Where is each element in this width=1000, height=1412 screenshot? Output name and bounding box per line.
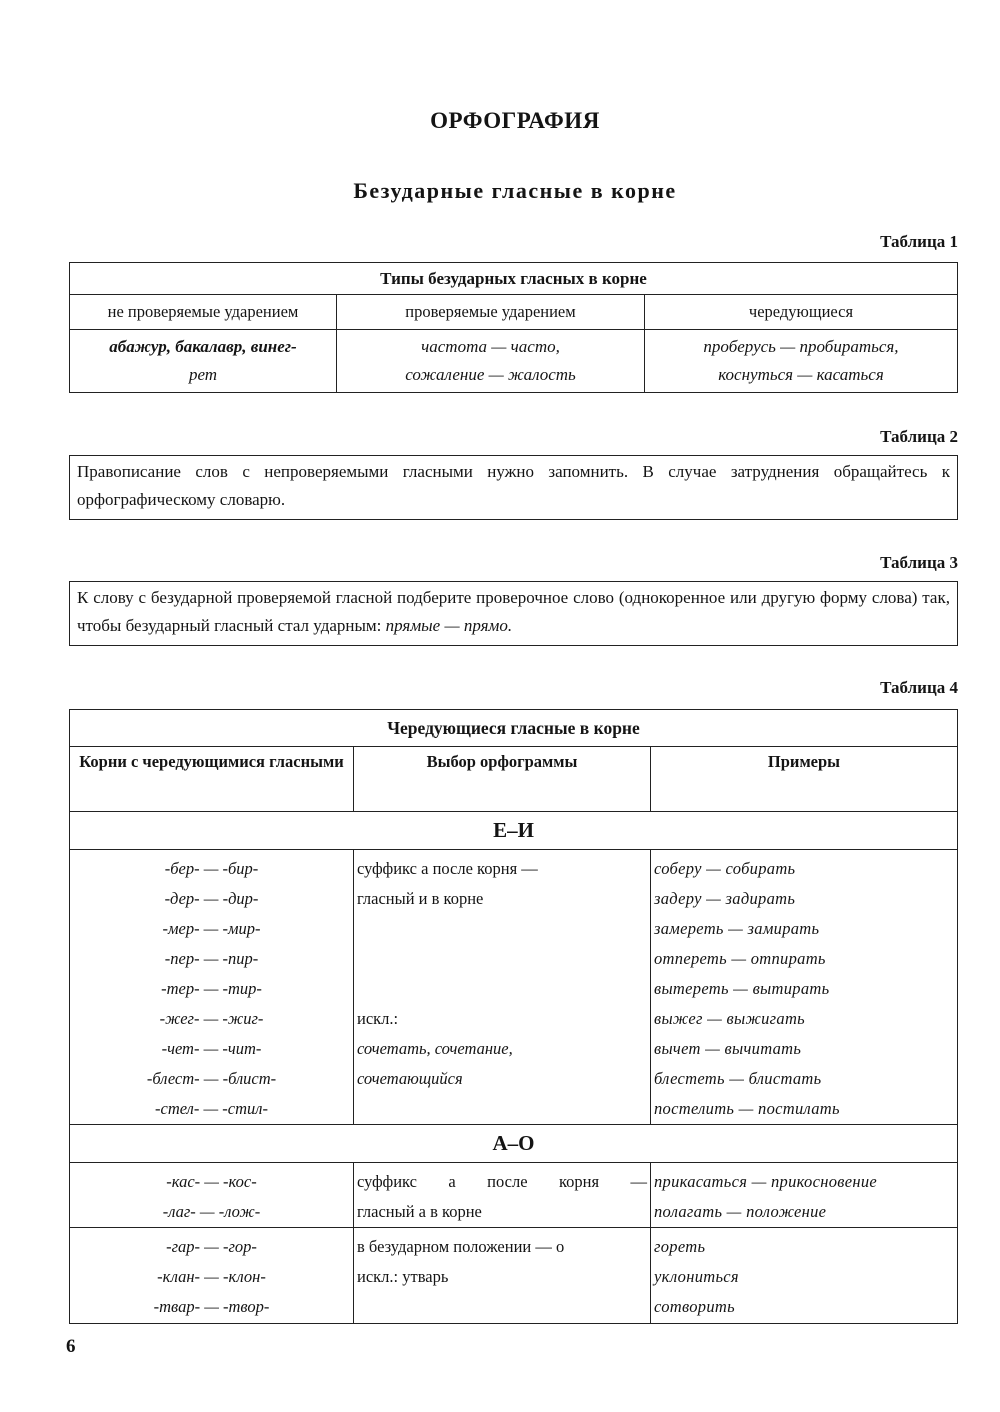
table4-col-examples: Примеры (651, 747, 958, 812)
table1-col-checked: проверяемые ударением (337, 295, 645, 330)
rule-cell: суффикс а после корня — гласный и в корне искл.: сочетать, сочетание, сочетающийся (354, 850, 651, 1125)
roots-cell: -кас- — -кос- -лаг- — -лож- (70, 1163, 354, 1228)
roots-cell: -бер- — -бир- -дер- — -дир- -мер- — -мир- -пер- — -пир- -тер- — -тир- -жег- — -жиг- -чет- — -чит- -блест- — -блист- -стел- — -стил- (70, 850, 354, 1125)
table4-caption: Чередующиеся гласные в корне (70, 710, 958, 747)
table1-example-checked: частота — часто, сожаление — жалость (337, 330, 645, 393)
table3-example: прямые — прямо. (385, 616, 513, 635)
table3-box (69, 581, 958, 646)
table2-box: Правописание слов с непроверяемыми гласными нужно запомнить. В случае затруднения обращайтесь к орфографическому словарю. (69, 455, 958, 520)
table1-caption: Типы безударных гласных в корне (70, 263, 958, 295)
section-title: Безударные гласные в корне (353, 178, 677, 203)
group-heading-e-i: Е–И (70, 812, 958, 850)
table1 (69, 262, 958, 393)
rule-cell: в безударном положении — о искл.: утварь (354, 1228, 651, 1324)
table1-col-unchecked: не проверяемые ударением (70, 295, 337, 330)
table4 (69, 709, 958, 1324)
table4-col-roots: Корни с чередующимися гласными (70, 747, 354, 812)
page-title: ОРФОГРАФИЯ (430, 108, 600, 133)
table2-label: Таблица 2 (880, 427, 958, 446)
group-heading-a-o: А–О (70, 1125, 958, 1163)
table3-text: К слову с безударной проверяемой гласной подберите проверочное слово (однокоренное или другую форму слова) так, чтобы безударный гласный стал ударным: (77, 588, 950, 635)
table4-label: Таблица 4 (880, 678, 958, 697)
examples-cell: соберу — собирать задеру — задирать замереть — замирать отпереть — отпирать вытереть — вытирать выжег — выжигать вычет — вычитать блестеть — блистать постелить — постилать (651, 850, 958, 1125)
table1-col-alternating: чередующиеся (645, 295, 958, 330)
roots-cell: -гар- — -гор- -клан- — -клон- -твар- — -твор- (70, 1228, 354, 1324)
table4-col-rule: Выбор орфограммы (354, 747, 651, 812)
table1-example-unchecked: абажур, бакалавр, винег- рет (70, 330, 337, 393)
rule-cell: суффикс а после корня — гласный а в корне (354, 1163, 651, 1228)
table1-label: Таблица 1 (880, 232, 958, 251)
table1-example-alternating: проберусь — пробираться, коснуться — касаться (645, 330, 958, 393)
page-number: 6 (66, 1336, 76, 1357)
examples-cell: прикасаться — прикосновение полагать — положение (651, 1163, 958, 1228)
examples-cell: гореть уклониться сотворить (651, 1228, 958, 1324)
table3-label: Таблица 3 (880, 553, 958, 572)
